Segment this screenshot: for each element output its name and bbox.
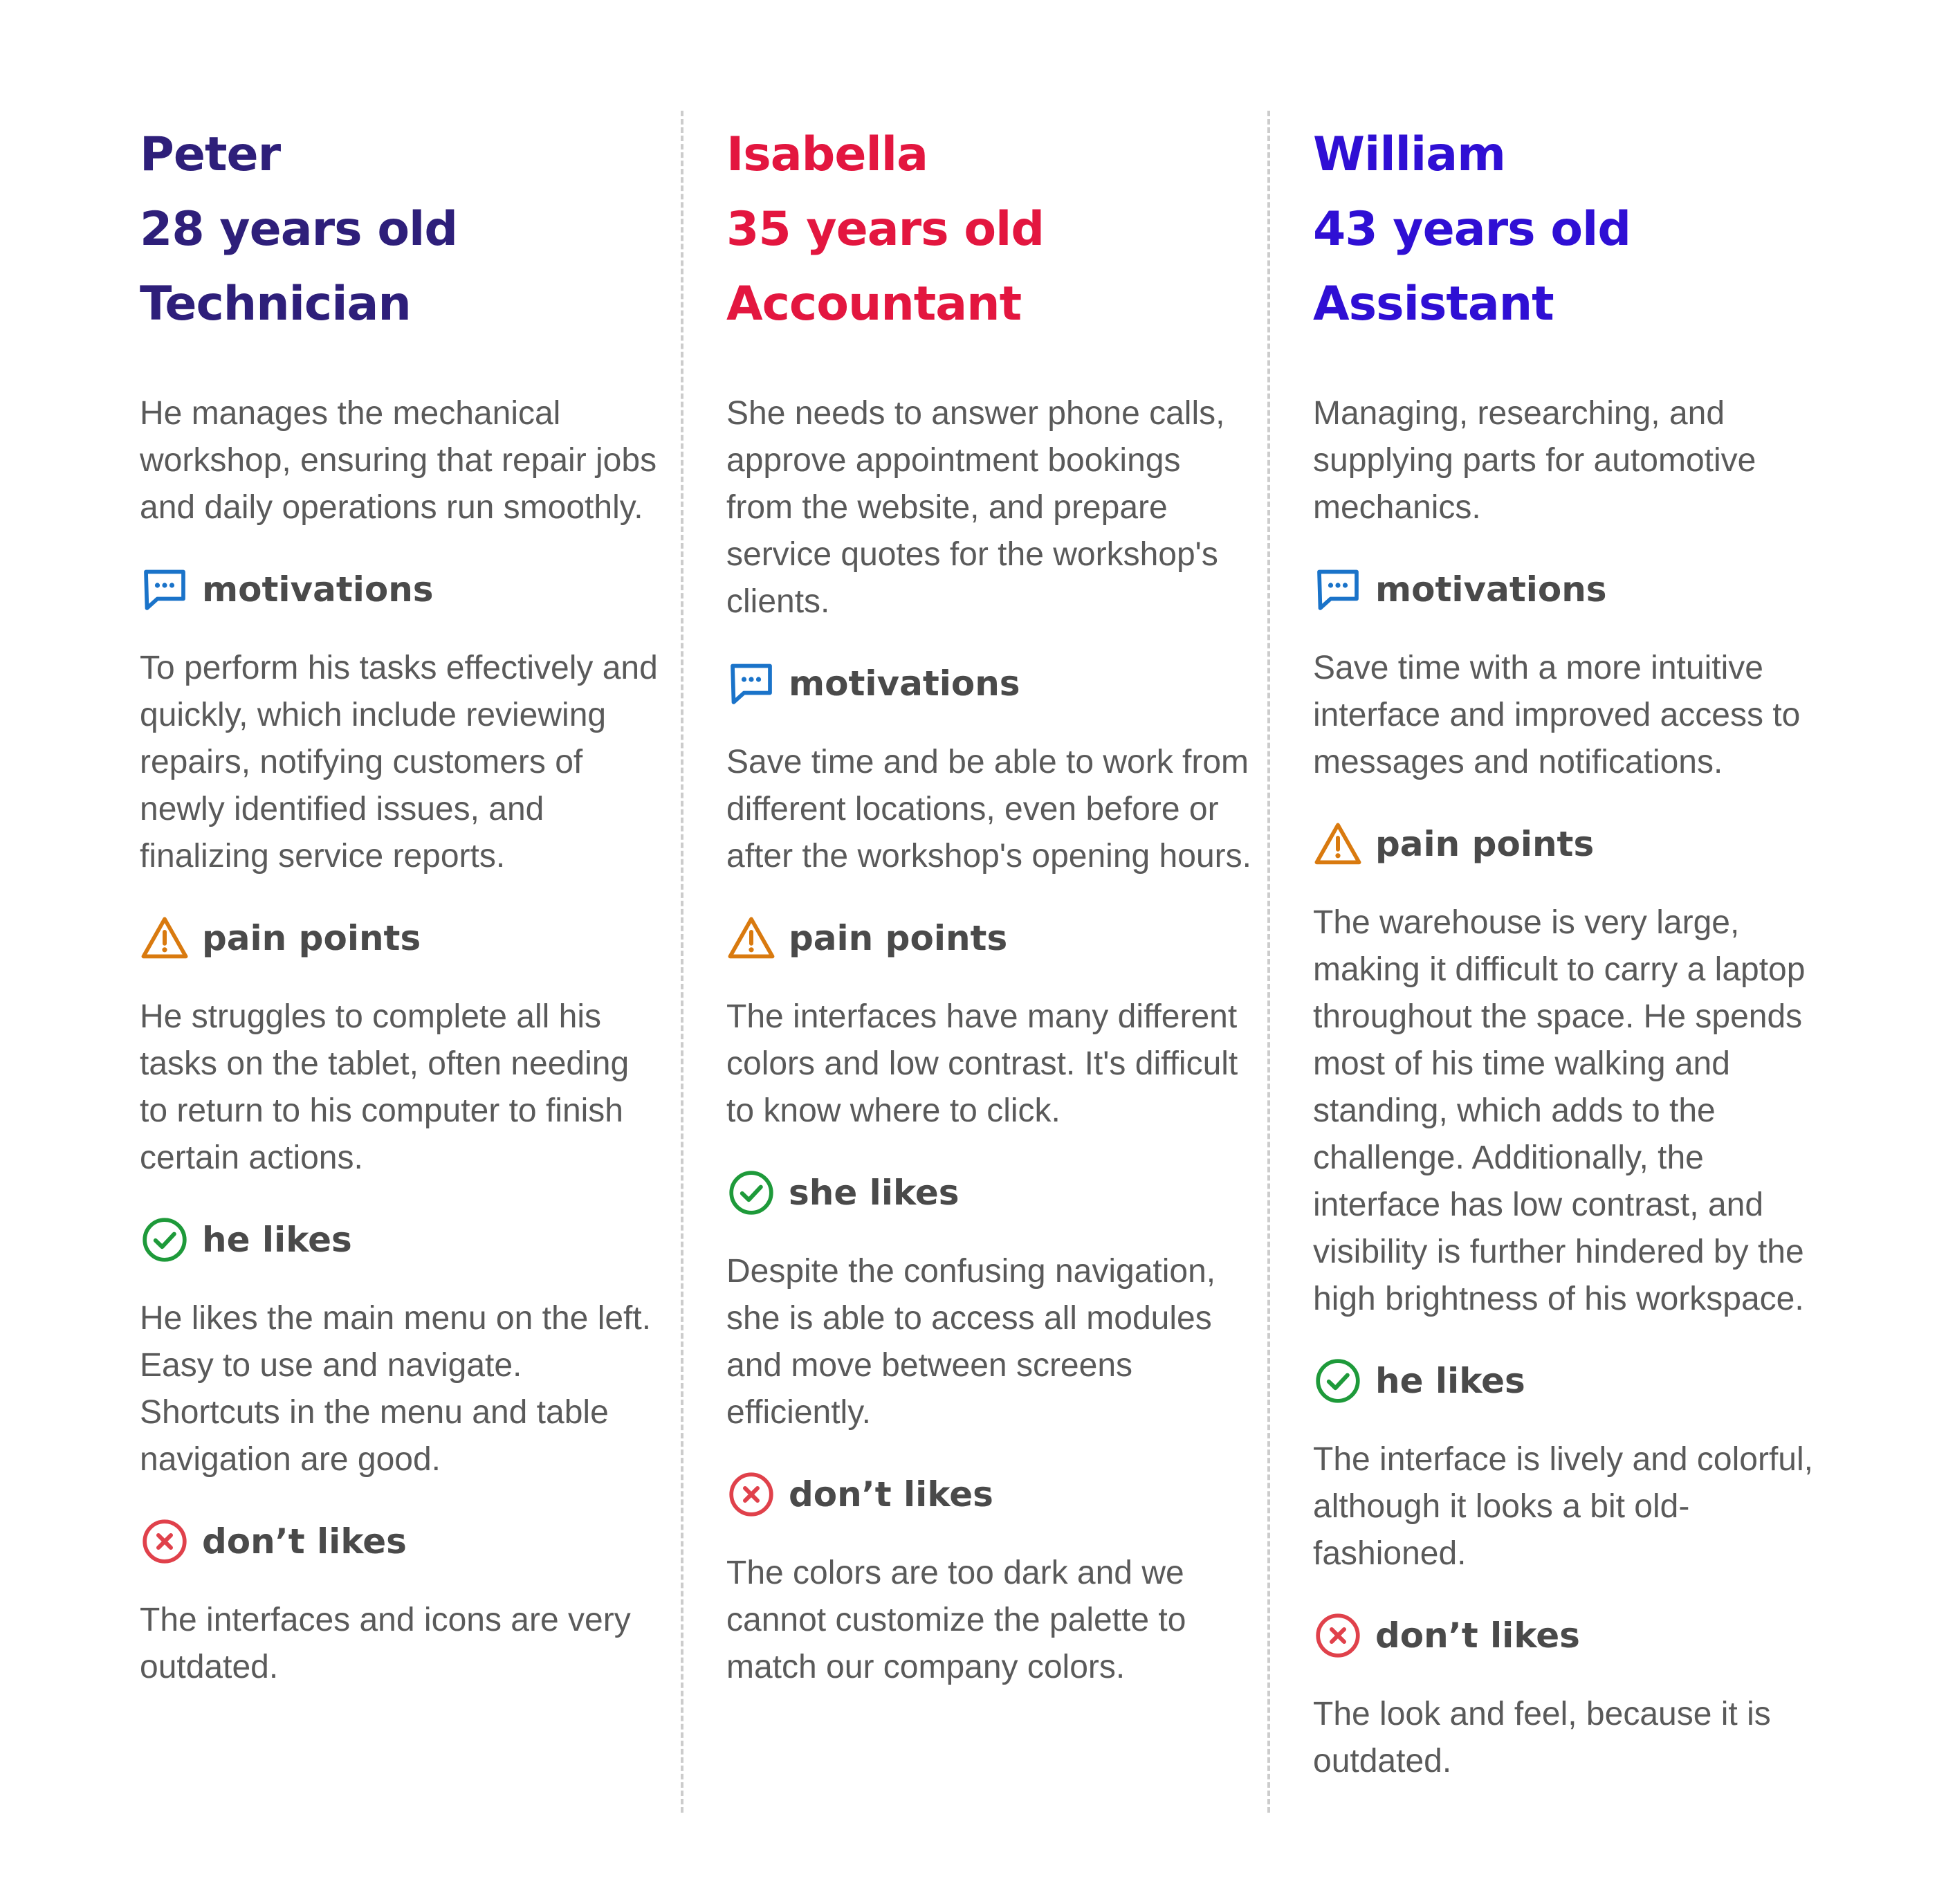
section-label: don’t likes bbox=[789, 1474, 993, 1514]
persona-age: 35 years old bbox=[726, 202, 1045, 257]
section-text: The warehouse is very large, making it difficult to carry a laptop throughout the space. He spends most of his time walking and standing, which adds to the challenge. Additionally, the interface has low contrast, and visibility is further hindered by the high brightness of his workspace. bbox=[1313, 904, 1806, 1317]
chat-bubble-icon bbox=[726, 659, 776, 708]
section-motivations bbox=[726, 660, 1252, 707]
section-label: he likes bbox=[202, 1220, 352, 1260]
persona-description: Managing, researching, and supplying parts for automotive mechanics. bbox=[1313, 395, 1756, 526]
section-pain-points bbox=[726, 915, 1252, 962]
section-text: The interface is lively and colorful, although it looks a bit old-fashioned. bbox=[1313, 1441, 1813, 1572]
section-label: don’t likes bbox=[1375, 1615, 1580, 1656]
persona-role: Technician bbox=[140, 277, 411, 331]
persona-name: Isabella bbox=[726, 127, 928, 182]
section-motivations bbox=[1313, 566, 1839, 613]
section-text: Despite the confusing navigation, she is able to access all modules and move between screens efficiently. bbox=[726, 1253, 1216, 1431]
x-circle-icon bbox=[1313, 1611, 1363, 1660]
persona-name: Peter bbox=[140, 127, 281, 182]
check-circle-icon bbox=[1313, 1356, 1363, 1406]
section-label: pain points bbox=[202, 918, 421, 958]
section-text: Save time with a more intuitive interface and improved access to messages and notifications. bbox=[1313, 650, 1801, 780]
warning-triangle-icon bbox=[1313, 819, 1363, 869]
section-text: The colors are too dark and we cannot customize the palette to match our company colors. bbox=[726, 1555, 1186, 1685]
section-pain-points bbox=[1313, 821, 1839, 868]
persona-description: He manages the mechanical workshop, ensuring that repair jobs and daily operations run smoothly. bbox=[140, 395, 657, 526]
persona-role: Accountant bbox=[726, 277, 1022, 331]
persona-age: 43 years old bbox=[1313, 202, 1631, 257]
section-label: pain points bbox=[789, 918, 1008, 958]
persona-title bbox=[726, 118, 1252, 342]
check-circle-icon bbox=[140, 1215, 190, 1265]
persona-role: Assistant bbox=[1313, 277, 1554, 331]
persona-card-peter bbox=[140, 118, 665, 1691]
section-motivations bbox=[140, 566, 665, 613]
section-label: motivations bbox=[1375, 569, 1607, 610]
section-label: motivations bbox=[202, 569, 434, 610]
x-circle-icon bbox=[140, 1517, 190, 1566]
section-dislikes bbox=[726, 1471, 1252, 1518]
section-text: To perform his tasks effectively and quickly, which include reviewing repairs, notifying customers of newly identified issues, and finalizing service reports. bbox=[140, 650, 658, 875]
persona-title bbox=[1313, 118, 1839, 342]
section-label: he likes bbox=[1375, 1361, 1525, 1401]
chat-bubble-icon bbox=[140, 565, 190, 614]
section-likes bbox=[1313, 1357, 1839, 1404]
section-text: The interfaces and icons are very outdated. bbox=[140, 1602, 631, 1685]
column-divider bbox=[1267, 111, 1270, 1813]
section-label: she likes bbox=[789, 1173, 960, 1213]
section-likes bbox=[726, 1169, 1252, 1216]
persona-card-william bbox=[1313, 118, 1839, 1785]
section-pain-points bbox=[140, 915, 665, 962]
persona-card-isabella bbox=[726, 118, 1252, 1691]
section-label: pain points bbox=[1375, 824, 1595, 864]
persona-description: She needs to answer phone calls, approve appointment bookings from the website, and prepare service quotes for the workshop's clients. bbox=[726, 395, 1225, 620]
warning-triangle-icon bbox=[726, 913, 776, 963]
check-circle-icon bbox=[726, 1168, 776, 1218]
section-text: The look and feel, because it is outdated. bbox=[1313, 1696, 1771, 1779]
persona-title bbox=[140, 118, 665, 342]
column-divider bbox=[681, 111, 683, 1813]
section-dislikes bbox=[1313, 1612, 1839, 1659]
persona-name: William bbox=[1313, 127, 1505, 182]
section-likes bbox=[140, 1216, 665, 1263]
section-text: The interfaces have many different colors and low contrast. It's difficult to know where to click. bbox=[726, 998, 1238, 1129]
section-text: Save time and be able to work from different locations, even before or after the workshop's opening hours. bbox=[726, 744, 1251, 875]
section-label: motivations bbox=[789, 663, 1020, 704]
section-text: He likes the main menu on the left. Easy to use and navigate. Shortcuts in the menu and table navigation are good. bbox=[140, 1300, 652, 1478]
warning-triangle-icon bbox=[140, 913, 190, 963]
chat-bubble-icon bbox=[1313, 565, 1363, 614]
section-label: don’t likes bbox=[202, 1521, 407, 1562]
persona-age: 28 years old bbox=[140, 202, 458, 257]
section-dislikes bbox=[140, 1518, 665, 1565]
section-text: He struggles to complete all his tasks on the tablet, often needing to return to his computer to finish certain actions. bbox=[140, 998, 630, 1176]
x-circle-icon bbox=[726, 1470, 776, 1519]
